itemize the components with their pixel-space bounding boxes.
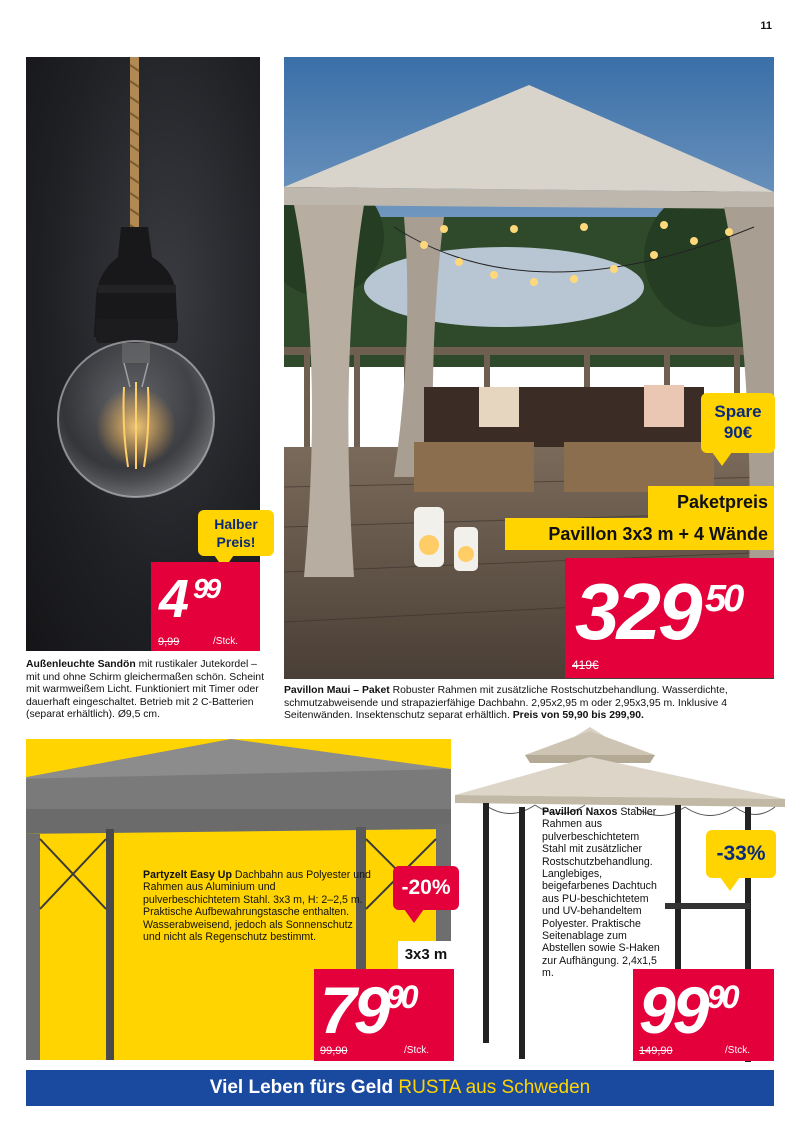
naxos-discount-badge: -33% — [706, 830, 776, 878]
old-price: 419€ — [572, 658, 599, 672]
partyzelt-discount-badge: -20% — [393, 866, 459, 910]
price-euros: 4 — [159, 569, 187, 629]
old-price: 9,99 — [158, 636, 180, 648]
partyzelt-description — [143, 869, 373, 943]
price-range: Preis von 59,90 bis 299,90. — [512, 710, 644, 722]
package-price-label: Paketpreis — [648, 486, 774, 518]
product-text: Dachbahn aus Polyester und Rahmen aus Aluminium und pulverbeschichtetem Stahl. 3x3 m, H: 2–2,5 m. Praktische Aufbewahrungstasche enthalten. Wasserabweisend, jedoch als Sonnenschutz und nicht als Regenschutz bestimmt. — [143, 869, 371, 944]
footer-brand: RUSTA aus Schweden — [398, 1077, 591, 1098]
footer-slogan: Viel Leben fürs Geld — [209, 1077, 394, 1098]
price-cents: 99 — [193, 573, 219, 604]
price-cents: 50 — [705, 578, 742, 620]
price-euros: 79 — [320, 973, 388, 1047]
old-price: 149,90 — [639, 1045, 673, 1057]
price-unit: /Stck. — [725, 1045, 751, 1056]
price-cents: 90 — [707, 979, 737, 1015]
lamp-half-price-badge — [198, 510, 274, 556]
product-name: Pavillon Naxos — [542, 806, 618, 818]
product-text: Stabiler Rahmen aus pulverbeschichtetem Stahl mit zusätzlicher Rostschutzbehandlung. Langlebiges, beigefarbenes Dachtuch aus PU-beschichtetem und UV-behandeltem Polyester. Praktische Seitenablage zum Abstellen sowie S-Haken zur Aufhängung. 2,4x1,5 m. — [542, 806, 660, 980]
price-unit: /Stck. — [404, 1045, 430, 1056]
badge-line-1: Halber — [214, 516, 258, 532]
badge-line-2: Preis! — [216, 534, 256, 550]
naxos-description — [542, 806, 662, 980]
size-label: 3x3 m — [398, 941, 454, 969]
maui-price-box — [565, 558, 774, 678]
naxos-price-box — [633, 969, 774, 1061]
maui-description — [284, 685, 774, 723]
page-number: 11 — [760, 20, 772, 32]
product-name: Außenleuchte Sandön — [26, 659, 136, 670]
price-euros: 329 — [575, 567, 700, 656]
product-name: Pavillon Maui – Paket — [284, 685, 390, 696]
product-text: mit rustikaler Jutekordel – mit und ohne Schirm gleichermaßen schön. Scheint mit warmweißem Licht. Funktioniert mit Timer oder dauerhaft eingeschaltet. Betrieb mit 2 C-Batterien (separat erhältlich). Ø9,5 cm. — [26, 659, 264, 721]
price-cents: 90 — [386, 979, 416, 1015]
partyzelt-price-box — [314, 969, 454, 1061]
price-unit: /Stck. — [213, 636, 239, 647]
price-euros: 99 — [639, 973, 707, 1047]
product-text: Robuster Rahmen mit zusätzliche Rostschutzbehandlung. Wasserdichte, schmutzabweisende und strapazierfähige Dachbahn. 2,95x2,95 m oder 2,95x3,95 m. Inklusive 4 Seitenwänden. Insektenschutz separat erhältlich. — [284, 685, 728, 722]
lamp-description — [26, 659, 264, 722]
package-contents-label: Pavillon 3x3 m + 4 Wände — [505, 518, 774, 550]
badge-line-2: 90€ — [723, 423, 753, 442]
old-price: 99,90 — [320, 1045, 348, 1057]
product-name: Partyzelt Easy Up — [143, 869, 232, 881]
badge-tail — [712, 452, 732, 466]
badge-line-1: Spare — [714, 402, 762, 421]
lamp-price-box — [151, 562, 260, 651]
maui-save-badge — [701, 393, 775, 453]
badge-tail — [404, 909, 424, 923]
footer-banner — [26, 1070, 774, 1106]
badge-tail — [720, 877, 740, 891]
